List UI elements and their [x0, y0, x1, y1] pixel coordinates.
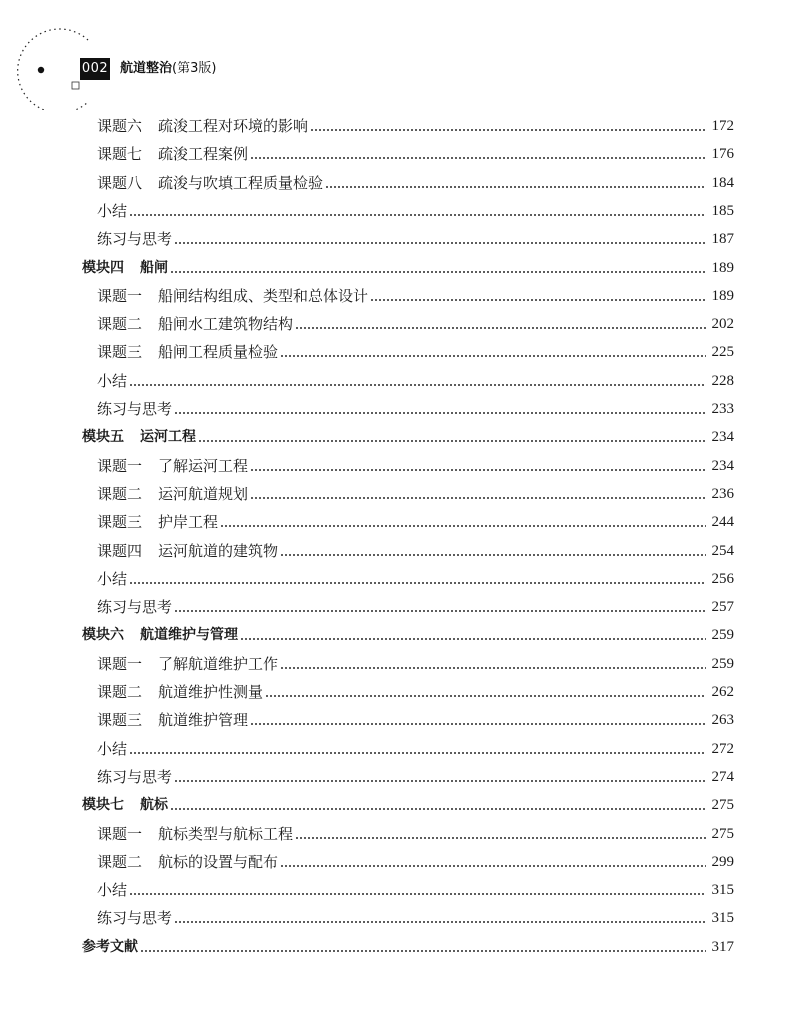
toc-entry	[0, 482, 790, 506]
dot-leader	[250, 469, 705, 471]
toc-entry-number: 模块六	[82, 627, 124, 644]
toc-entry-title: 运河工程	[140, 429, 196, 446]
toc-entry-page: 299	[711, 853, 734, 870]
toc-entry-page: 317	[711, 938, 734, 955]
toc-entry	[0, 906, 790, 930]
toc-entry-label	[82, 623, 238, 647]
toc-entry-title: 船闸	[140, 259, 168, 276]
toc-entry	[0, 510, 790, 534]
toc-entry-page: 274	[711, 768, 734, 785]
toc-entry-label	[97, 708, 248, 732]
toc-entry-number: 课题六	[97, 117, 143, 135]
toc-entry	[0, 567, 790, 591]
toc-entry-title: 小结	[97, 881, 128, 900]
toc-entry	[0, 199, 790, 223]
toc-entry-label	[97, 680, 263, 704]
toc-entry-label	[97, 312, 293, 336]
toc-entry-title: 练习与思考	[97, 230, 173, 249]
toc-entry-number: 模块四	[82, 259, 124, 276]
toc-entry-label	[97, 510, 218, 534]
toc-module-entry	[0, 793, 790, 817]
toc-entry-title: 航标的设置与配布	[158, 852, 279, 871]
toc-entry-label	[97, 369, 127, 393]
toc-entry-page: 263	[711, 712, 734, 729]
toc-entry-label	[97, 567, 127, 591]
toc-entry	[0, 878, 790, 902]
toc-entry-title: 航道维护管理	[158, 711, 249, 730]
toc-entry-title: 疏浚与吹填工程质量检验	[158, 173, 324, 192]
toc-entry-label	[82, 256, 168, 280]
toc-entry-number: 课题二	[97, 484, 143, 503]
dot-leader	[174, 780, 705, 782]
toc-entry-number: 课题三	[97, 513, 143, 532]
toc-entry-label	[97, 284, 368, 308]
dot-leader	[240, 638, 706, 640]
toc-entry-label	[97, 906, 172, 930]
toc-entry-label	[97, 454, 248, 478]
dot-leader	[250, 497, 705, 499]
toc-entry-number: 课题一	[97, 824, 143, 843]
toc-entry-title: 运河航道的建筑物	[158, 541, 279, 560]
toc-entry-page: 259	[711, 627, 734, 644]
dot-leader	[280, 554, 705, 556]
toc-entry-label	[97, 765, 172, 789]
dot-leader	[174, 921, 705, 923]
dot-leader	[174, 610, 705, 612]
toc-entry-number: 模块五	[82, 429, 124, 446]
toc-module-entry	[0, 425, 790, 449]
toc-entry	[0, 765, 790, 789]
toc-entry-title: 参考文献	[82, 938, 138, 955]
toc-entry-label	[97, 737, 127, 761]
toc-entry-number: 模块七	[82, 797, 124, 814]
toc-entry-number: 课题三	[97, 711, 143, 730]
toc-entry	[0, 369, 790, 393]
dot-leader	[295, 837, 705, 839]
toc-entry	[0, 171, 790, 195]
toc-entry-number: 课题一	[97, 654, 143, 673]
toc-entry-page: 189	[711, 287, 734, 304]
toc-entry-page: 225	[711, 344, 734, 361]
toc-entry-title: 疏浚工程对环境的影响	[158, 117, 309, 135]
dot-leader	[370, 299, 705, 301]
dot-leader	[129, 752, 705, 754]
dot-leader	[198, 440, 706, 442]
toc-entry-number: 课题一	[97, 286, 143, 305]
toc-entry-title: 练习与思考	[97, 909, 173, 928]
toc-entry	[0, 114, 790, 138]
toc-entry-page: 189	[711, 259, 734, 276]
dot-leader	[265, 695, 705, 697]
toc-entry-page: 234	[711, 457, 734, 474]
dot-leader	[295, 327, 705, 329]
toc-entry-label	[97, 142, 248, 166]
toc-entry-page: 244	[711, 514, 734, 531]
dot-leader	[129, 214, 705, 216]
toc-entry-page: 254	[711, 542, 734, 559]
toc-entry-page: 236	[711, 485, 734, 502]
toc-entry-page: 234	[711, 429, 734, 446]
toc-entry-page: 172	[711, 118, 734, 134]
toc-entry	[0, 850, 790, 874]
dot-leader	[250, 723, 705, 725]
page-number: 002	[80, 58, 110, 80]
toc-entry-title: 练习与思考	[97, 598, 173, 617]
toc-entry-page: 202	[711, 316, 734, 333]
toc-entry	[0, 142, 790, 166]
toc-entry-title: 航标	[140, 797, 168, 814]
toc-entry-title: 船闸工程质量检验	[158, 343, 279, 362]
toc-entry-page: 184	[711, 174, 734, 191]
toc-entry-title: 航道维护与管理	[140, 627, 238, 644]
toc-entry	[0, 227, 790, 251]
toc-entry-page: 257	[711, 599, 734, 616]
toc-entry-title: 小结	[97, 371, 128, 390]
toc-entry-title: 小结	[97, 569, 128, 588]
toc-entry-label	[82, 425, 196, 449]
toc-entry-title: 了解运河工程	[158, 456, 249, 475]
dot-leader	[170, 271, 706, 273]
dot-leader	[280, 355, 705, 357]
toc-entry-number: 课题七	[97, 145, 143, 164]
dot-leader	[129, 384, 705, 386]
dot-leader	[250, 157, 705, 159]
toc-entry-number: 课题四	[97, 541, 143, 560]
toc-entry-label	[97, 397, 172, 421]
toc-module-entry	[0, 623, 790, 647]
toc-entry-label	[97, 199, 127, 223]
toc-entry-title: 运河航道规划	[158, 484, 249, 503]
dot-leader	[140, 950, 706, 952]
dot-leader	[280, 667, 705, 669]
toc-entry-page: 228	[711, 372, 734, 389]
toc-entry-label	[97, 652, 278, 676]
toc-entry-title: 小结	[97, 739, 128, 758]
toc-entry	[0, 680, 790, 704]
toc-entry-label	[97, 340, 278, 364]
toc-entry-page: 176	[711, 146, 734, 163]
toc-entry-number: 课题八	[97, 173, 143, 192]
toc-entry	[0, 312, 790, 336]
dot-leader	[310, 129, 705, 131]
toc-entry-title: 护岸工程	[158, 513, 219, 532]
toc-entry-number: 课题二	[97, 315, 143, 334]
toc-module-entry	[0, 256, 790, 280]
toc-entry-title: 练习与思考	[97, 400, 173, 418]
toc-entry-page: 315	[711, 910, 734, 927]
toc-entry-label	[97, 595, 172, 619]
toc-entry-title: 航标类型与航标工程	[158, 824, 294, 843]
toc-entry-title: 了解航道维护工作	[158, 654, 279, 673]
toc-entry-page: 256	[711, 570, 734, 587]
toc-entry	[0, 708, 790, 732]
toc-entry-title: 船闸水工建筑物结构	[158, 315, 294, 334]
toc-entry	[0, 454, 790, 478]
toc-entry-label	[97, 850, 278, 874]
toc-entry-page: 233	[711, 401, 734, 417]
toc-entry	[0, 340, 790, 364]
toc-entry-label	[97, 171, 323, 195]
book-title: 航道整治	[120, 61, 173, 76]
toc-entry-title: 航道维护性测量	[158, 683, 264, 701]
toc-entry	[0, 595, 790, 619]
toc-entry	[0, 737, 790, 761]
toc-entry-page: 185	[711, 202, 734, 219]
toc-entry-page: 262	[711, 684, 734, 700]
toc-entry	[0, 284, 790, 308]
toc-entry-page: 187	[711, 231, 734, 248]
toc-entry-label	[82, 793, 168, 817]
dot-leader	[129, 893, 705, 895]
toc-entry-label	[82, 935, 138, 959]
toc-entry-label	[97, 878, 127, 902]
dot-leader	[129, 582, 705, 584]
toc-entry	[0, 539, 790, 563]
dot-leader	[170, 808, 706, 810]
toc-entry-label	[97, 227, 172, 251]
toc-entry-page: 315	[711, 882, 734, 899]
toc-entry-number: 课题三	[97, 343, 143, 362]
toc-entry-page: 259	[711, 655, 734, 672]
toc-entry-label	[97, 114, 308, 138]
toc-entry-title: 练习与思考	[97, 767, 173, 786]
book-edition: (第3版)	[172, 61, 217, 76]
toc-entry-label	[97, 482, 248, 506]
toc-entry-number: 课题一	[97, 456, 143, 475]
dot-leader	[280, 865, 705, 867]
dot-leader	[325, 186, 705, 188]
toc-entry-page: 272	[711, 740, 734, 757]
toc-module-entry	[0, 935, 790, 959]
toc-entry-title: 船闸结构组成、类型和总体设计	[158, 286, 369, 305]
dot-leader	[174, 412, 705, 414]
dot-leader	[220, 525, 705, 527]
toc-entry	[0, 822, 790, 846]
toc-entry-title: 小结	[97, 201, 128, 220]
toc-entry-label	[97, 822, 293, 846]
toc-entry-page: 275	[711, 825, 734, 842]
toc-entry-page: 275	[711, 797, 734, 814]
toc-entry	[0, 652, 790, 676]
dot-leader	[174, 242, 705, 244]
toc-entry	[0, 397, 790, 421]
toc-entry-number: 课题二	[97, 852, 143, 871]
toc-entry-title: 疏浚工程案例	[158, 145, 249, 164]
toc-entry-label	[97, 539, 278, 563]
toc-entry-number: 课题二	[97, 683, 143, 701]
